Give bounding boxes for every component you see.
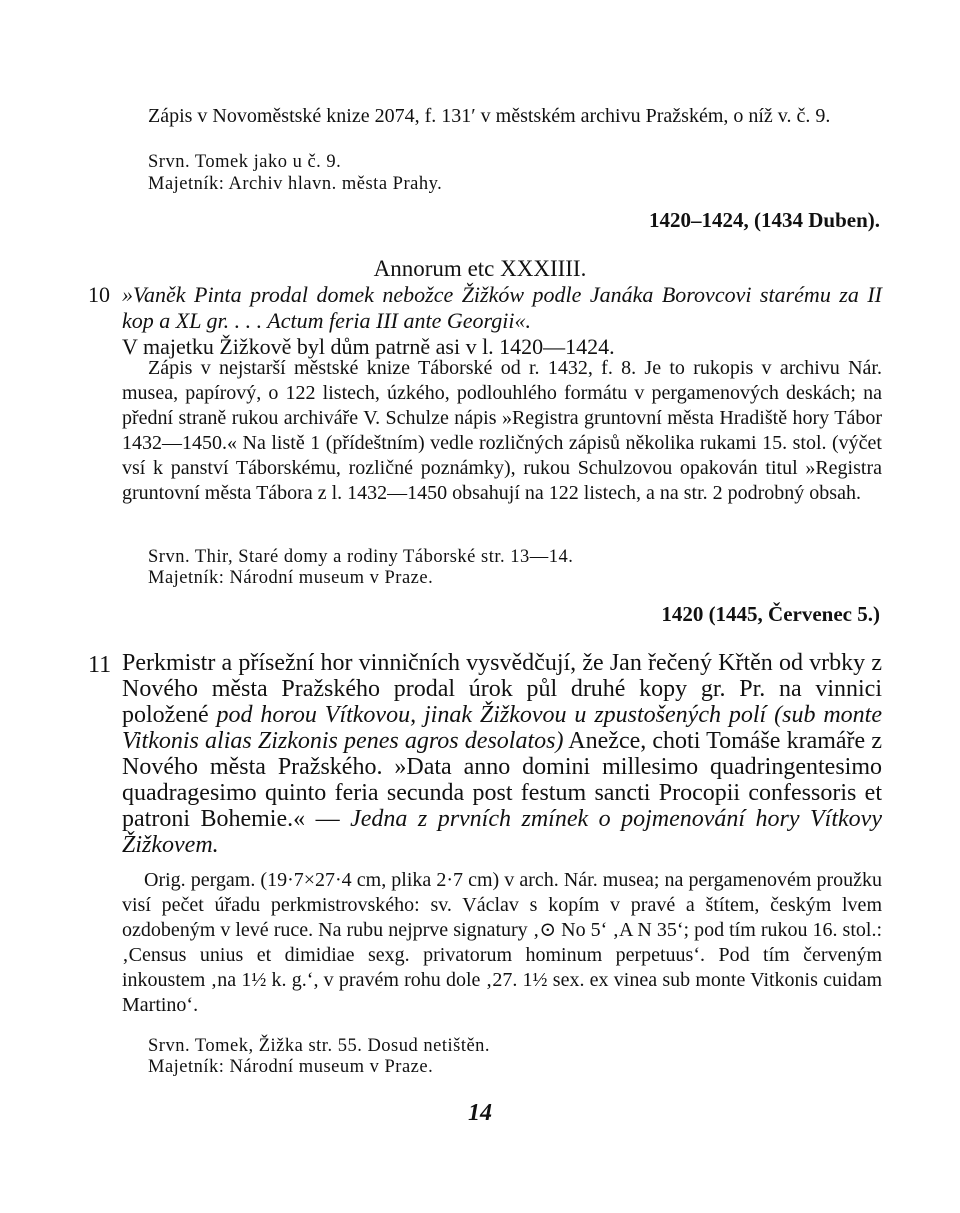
- entry-text-italic: pod horou Vítkovou, jinak Žižkovou u zpustošených polí (sub monte Vitkonis alias Zizkonis penes agros desolatos): [122, 702, 882, 754]
- entry-text-italic: Jedna z prvních zmínek o pojmenování hory Vítkovy Žižkovem.: [122, 806, 882, 858]
- entry-summary: V majetku Žižkově byl dům patrně asi v l. 1420—1424.: [122, 334, 615, 359]
- owner-note: Majetník: Národní museum v Praze.: [148, 1057, 434, 1077]
- quote-text: »Vaněk Pinta prodal domek nebožce Žižków podle Janáka Borovcovi starému za II kop a XL gr. . . . Actum feria III ante Georgii«.: [122, 282, 882, 333]
- entry-text-part: Perkmistr a přísežní hor vinničních vysvědčují, že Jan řečený Křtěn od vrbky z Nového města Pražského prodal úrok půl druhé kopy gr. Pr. na vinnici položené: [122, 650, 882, 728]
- entry-text-part: Anežce, choti Tomáše kramáře z Nového města Pražského. »Data anno domini millesimo quadringentesimo quadragesimo quinto feria secunda post festum sancti Procopii confessoris et patroni Bohemie.« —: [122, 728, 882, 832]
- entry-number: 11: [88, 652, 112, 678]
- annorum-line: Annorum etc XXXIIII.: [373, 256, 587, 281]
- record-note: Zápis v nejstarší městské knize Táborské od r. 1432, f. 8. Je to rukopis v archivu Nár. musea, papírový, o 122 listech, úzkého, podlouhlého formátu v pergamenových deskách; na přední straně rukou archiváře V. Schulze nápis »Registra gruntovní města Hradiště hory Tábor 1432—1450.« Na listě 1 (přídeštním) vedle rozličných zápisů několika rukami 15. stol. (výčet vsí k panství Táborskému, rozličné poznámky), rukou Schulzovou opakován titul »Registra gruntovní města Tábora z l. 1432—1450 obsahují na 122 listech, a na str. 2 podrobný obsah.: [122, 357, 882, 504]
- page-number: 14: [468, 1100, 492, 1126]
- original-description: Orig. pergam. (19·7×27·4 cm, plika 2·7 cm) v arch. Nár. musea; na pergamenovém proužku visí pečet úřadu perkmistrovského: sv. Václav s kopím v pravé a štítem, českým lvem ozdobeným v levé ruce. Na rubu nejprve signatury ‚⊙ No 5‘ ‚A N 35‘; pod tím rukou 16. stol.: ‚Census unius et dimidiae sexg. privatorum hominum perpetuus‘. Pod tím červeným inkoustem ‚na 1½ k. g.‘, v pravém rohu dole ‚27. 1½ sex. ex vinea sub monte Vitkonis cuidam Martino‘.: [122, 869, 882, 1016]
- entry-text: [122, 650, 882, 858]
- reference-note: Srvn. Tomek jako u č. 9.: [148, 152, 342, 172]
- entry-quote: [122, 282, 882, 334]
- entry-number: 10: [88, 282, 110, 307]
- date-heading: 1420 (1445, Červenec 5.): [661, 602, 880, 626]
- owner-note: Majetník: Národní museum v Praze.: [148, 568, 434, 588]
- owner-note: Majetník: Archiv hlavn. města Prahy.: [148, 174, 443, 194]
- date-heading: 1420–1424, (1434 Duben).: [648, 208, 880, 232]
- reference-note: Srvn. Thir, Staré domy a rodiny Táborské str. 13—14.: [148, 547, 574, 567]
- record-note: Zápis v Novoměstské knize 2074, f. 131′ v městském archivu Pražském, o níž v. č. 9.: [148, 105, 831, 127]
- reference-note: Srvn. Tomek, Žižka str. 55. Dosud netištěn.: [148, 1036, 491, 1056]
